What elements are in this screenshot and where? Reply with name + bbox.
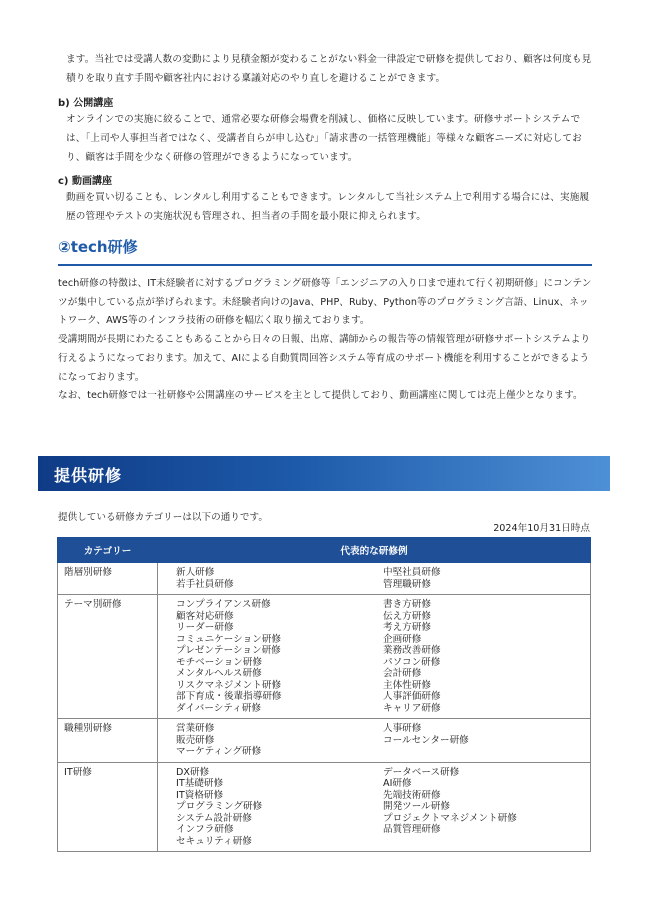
training-example: メンタルヘルス研修: [176, 668, 262, 679]
training-example: リーダー研修: [176, 622, 234, 633]
category-cell: テーマ別研修: [58, 595, 158, 719]
training-example: 販売研修: [176, 734, 215, 746]
training-example: コンプライアンス研修: [176, 599, 271, 610]
training-example: IT基礎研修: [176, 778, 224, 789]
training-example: DX研修: [176, 766, 210, 778]
training-category-table: [57, 537, 591, 852]
training-example: 顧客対応研修: [176, 610, 234, 622]
section-b-body: オンラインでの実施に絞ることで、通常必要な研修会場費を削減し、価格に反映しています。研修サポートシステムでは、「上司や人事担当者ではなく、受講者自らが申し込む」「請求書の一括管理機能」等様々な顧客ニーズに対応しており、顧客は手間を少なく研修の管理ができるようになっています。: [66, 114, 582, 163]
training-example: システム設計研修: [176, 812, 252, 824]
tech-section-heading: ②tech研修: [58, 238, 138, 256]
examples-column-left: [176, 767, 383, 848]
training-example: 若手社員研修: [176, 578, 234, 590]
training-example: パソコン研修: [383, 656, 441, 668]
training-example: 中堅社員研修: [383, 567, 441, 578]
table-row: [58, 563, 591, 595]
training-example: マーケティング研修: [176, 746, 262, 757]
tech-paragraph-3: なお、tech研修では一社研修や公開講座のサービスを主として提供しており、動画講座に関しては売上僅少となります。: [58, 390, 583, 402]
table-header-row: [58, 538, 591, 563]
examples-cell: [158, 563, 591, 595]
header-category: カテゴリー: [58, 538, 158, 563]
offer-lead-text: 提供している研修カテゴリーは以下の通りです。: [58, 512, 268, 523]
section-c-heading: c) 動画講座: [58, 176, 112, 187]
examples-column-right: [383, 599, 590, 714]
training-example: 営業研修: [176, 723, 215, 734]
intro-paragraph: ます。当社では受講人数の変動により見積金額が変わることがない料金一律設定で研修を提供しており、顧客は何度も見積りを取り直す手間や顧客社内における稟議対応のやり直しを避けることができます。: [66, 54, 592, 84]
table-row: [58, 719, 591, 763]
training-example: ダイバーシティ研修: [176, 702, 261, 714]
offer-section-banner: [38, 456, 610, 491]
training-example: プロジェクトマネジメント研修: [383, 812, 517, 824]
training-example: リスクマネジメント研修: [176, 679, 282, 691]
training-example: 新人研修: [176, 567, 215, 578]
tech-paragraph-2: 受講期間が長期にわたることもあることから日々の日報、出席、講師からの報告等の情報管理が研修サポートシステムより行えるようになっております。加えて、AIによる自動質問回答システム等育成のサポート機能を利用することができるようになっております。: [58, 334, 591, 383]
training-example: 主体性研修: [383, 679, 431, 691]
training-example: 部下育成・後輩指導研修: [176, 691, 282, 702]
training-example: 開発ツール研修: [383, 801, 450, 812]
category-cell: 職種別研修: [58, 719, 158, 763]
training-example: 業務改善研修: [383, 645, 441, 656]
training-example: 人事評価研修: [383, 691, 441, 702]
offer-section-title: 提供研修: [54, 466, 123, 485]
examples-cell: [158, 595, 591, 719]
tech-paragraph-1: tech研修の特徴は、IT未経験者に対するプログラミング研修等「エンジニアの入り口まで連れて行く初期研修」にコンテンツが集中している点が挙げられます。未経験者向けのJava、PHP、Ruby、Python等のプログラミング言語、Linux、ネットワーク、AWS等のインフラ技術の研修を幅広く取り揃えております。: [58, 278, 592, 327]
category-cell: 階層別研修: [58, 563, 158, 595]
training-example: コミュニケーション研修: [176, 633, 281, 645]
table-row: [58, 762, 591, 852]
examples-column-right: [383, 723, 590, 758]
examples-column-right: [383, 567, 590, 590]
training-example: コールセンター研修: [383, 734, 469, 746]
training-example: AI研修: [383, 778, 412, 789]
section-b-heading: b) 公開講座: [58, 98, 114, 109]
as-of-date: 2024年10月31日時点: [493, 523, 590, 534]
training-example: 企画研修: [383, 633, 422, 645]
training-example: プレゼンテーション研修: [176, 645, 281, 656]
training-example: モチベーション研修: [176, 656, 262, 668]
examples-column-left: [176, 567, 383, 590]
training-example: 伝え方研修: [383, 610, 431, 622]
tech-section-body: [58, 275, 596, 406]
training-example: 考え方研修: [383, 622, 431, 633]
training-example: 管理職研修: [383, 578, 431, 590]
examples-column-left: [176, 599, 383, 714]
category-cell: IT研修: [58, 762, 158, 852]
examples-column-left: [176, 723, 383, 758]
examples-cell: [158, 719, 591, 763]
table-body: [58, 563, 591, 852]
section-c-body: 動画を買い切ることも、レンタルし利用することもできます。レンタルして当社システム上で利用する場合には、実施履歴の管理やテストの実施状況も管理され、担当者の手間を最小限に抑えられます。: [66, 192, 590, 222]
training-example: 会計研修: [383, 668, 422, 679]
training-example: 先端技術研修: [383, 789, 441, 801]
examples-cell: [158, 762, 591, 852]
training-example: セキュリティ研修: [176, 835, 252, 847]
training-example: 書き方研修: [383, 599, 431, 610]
training-example: キャリア研修: [383, 702, 441, 714]
training-example: IT資格研修: [176, 789, 224, 801]
training-example: 品質管理研修: [383, 824, 441, 835]
table-row: [58, 595, 591, 719]
header-examples: 代表的な研修例: [158, 538, 591, 563]
training-example: データベース研修: [383, 766, 460, 778]
training-example: インフラ研修: [176, 824, 234, 835]
training-example: プログラミング研修: [176, 801, 263, 812]
tech-heading-underline: [58, 264, 592, 266]
examples-column-right: [383, 767, 590, 848]
training-example: 人事研修: [383, 723, 422, 734]
